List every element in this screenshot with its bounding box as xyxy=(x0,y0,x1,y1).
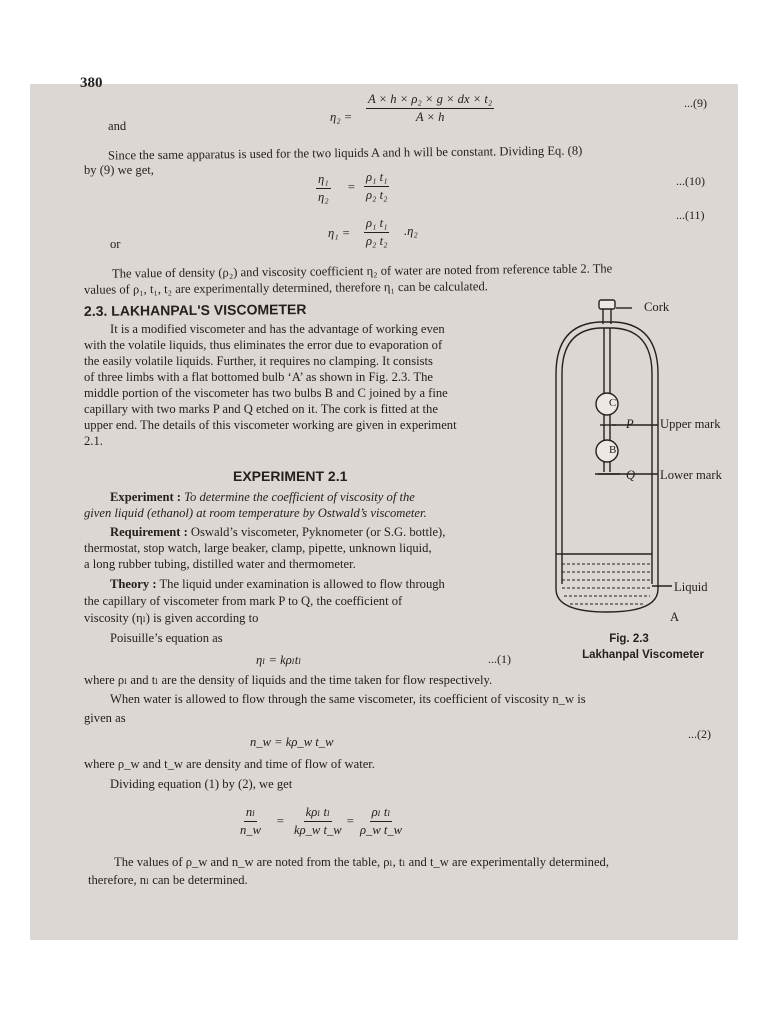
eq10-rhs-num: ρ₁ t₁ xyxy=(364,170,389,187)
label-bulb-a: A xyxy=(670,610,680,624)
eq3-rhs-num: ρₗ tₗ xyxy=(370,804,393,822)
top-arch-inner xyxy=(562,328,652,374)
textbook-page xyxy=(30,75,738,940)
and-word: and xyxy=(108,119,127,133)
experiment-text-1: To determine the coefficient of viscosity of the xyxy=(184,490,415,504)
section-line: of three limbs with a flat bottomed bulb ‘A’ as shown in Fig. 2.3. The xyxy=(84,370,433,384)
theory-line1 xyxy=(110,577,445,592)
eq3-mid-num: kρₗ tₗ xyxy=(304,804,332,822)
eq3-mid-fraction xyxy=(294,804,342,838)
eq3-rhs-den: ρ_w t_w xyxy=(360,823,403,837)
label-mark-q: Q xyxy=(626,468,636,482)
eq3-equals-1: = xyxy=(276,814,285,828)
top-arch-outer xyxy=(556,322,658,374)
eq11-rhs-num: ρ₁ t₁ xyxy=(364,216,389,233)
section-line: upper end. The details of this viscometer working are given in experiment xyxy=(84,418,457,432)
theory-label: Theory : xyxy=(110,577,157,591)
eq11-number: ...(11) xyxy=(676,208,705,222)
or-word: or xyxy=(110,237,121,251)
where1-line: where ρₗ and tₗ are the density of liquids and the time taken for flow respectively. xyxy=(84,673,493,687)
eq9-denominator: A × h xyxy=(415,110,445,124)
section-title: 2.3. LAKHANPAL'S VISCOMETER xyxy=(83,301,307,319)
bulb-a-outline xyxy=(556,589,658,612)
requirement-line3: a long rubber tubing, distilled water and thermometer. xyxy=(84,557,356,571)
viscometer-diagram xyxy=(540,294,730,624)
theory-line3: viscosity (ηₗ) is given according to xyxy=(84,611,259,625)
figure-caption-number: Fig. 2.3 xyxy=(609,633,649,645)
eq3-lhs-fraction xyxy=(240,804,261,838)
liquid-fill xyxy=(562,564,652,604)
eq10-lhs-den: η₂ xyxy=(318,190,329,204)
eq10-rhs-den: ρ₂ t₂ xyxy=(366,188,388,202)
eq10-number: ...(10) xyxy=(676,174,705,188)
water-line1: When water is allowed to flow through the same viscometer, its coefficient of viscosity n_w is xyxy=(110,692,586,706)
label-bulb-b: B xyxy=(609,444,617,456)
eq10-lhs-fraction xyxy=(316,172,331,205)
label-lower-mark: Lower mark xyxy=(660,468,722,482)
experiment-line2: given liquid (ethanol) at room temperature by Ostwald’s viscometer. xyxy=(84,506,427,520)
figure-caption-title: Lakhanpal Viscometer xyxy=(582,649,704,661)
final-line2: therefore, nₗ can be determined. xyxy=(88,873,248,887)
eq11-fraction xyxy=(364,216,389,249)
theory-text-1: The liquid under examination is allowed to flow through xyxy=(159,577,445,591)
para2-line2: values of ρ₁, t₁, t₂ are experimentally determined, therefore η₁ can be calculated. xyxy=(83,279,488,297)
requirement-label: Requirement : xyxy=(110,525,188,539)
eq10-rhs-fraction xyxy=(364,170,389,203)
eq3-lhs-den: n_w xyxy=(240,823,261,837)
eq3-rhs-fraction xyxy=(360,804,402,838)
experiment-line1 xyxy=(110,490,415,505)
experiment-title: EXPERIMENT 2.1 xyxy=(233,468,348,484)
eq9-number: ...(9) xyxy=(684,96,707,110)
label-bulb-c: C xyxy=(609,397,617,409)
final-line1: The values of ρ_w and n_w are noted from the table, ρₗ, tₗ and t_w are experimentally determined, xyxy=(114,855,609,869)
section-line: capillary with two marks P and Q etched on it. The cork is fitted at the xyxy=(84,402,438,416)
section-line: It is a modified viscometer and has the advantage of working even xyxy=(110,322,445,336)
label-upper-mark: Upper mark xyxy=(660,417,721,431)
label-cork: Cork xyxy=(644,300,670,314)
eq1-number: ...(1) xyxy=(488,652,511,666)
eq9-numerator: A × h × ρ₂ × g × dx × t₂ xyxy=(366,92,494,109)
eq9-lhs: η₂ = xyxy=(330,110,353,124)
para1-line1: Since the same apparatus is used for the two liquids A and h will be constant. Dividing Eq. (8) xyxy=(107,143,583,163)
eq11-rhs-den: ρ₂ t₂ xyxy=(366,234,388,248)
page-number: 380 xyxy=(80,75,103,91)
eq9-fraction xyxy=(366,92,494,125)
eq3-lhs-num: nₗ xyxy=(244,804,257,822)
requirement-text-1: Oswald’s viscometer, Pyknometer (or S.G. bottle), xyxy=(190,525,446,539)
para1-line2: by (9) we get, xyxy=(84,163,154,177)
eq11-tail: .η₂ xyxy=(404,224,418,238)
water-line2: given as xyxy=(84,711,126,725)
poiseuille-line: Poisuille’s equation as xyxy=(110,631,223,645)
eq2: n_w = kρ_w t_w xyxy=(250,735,334,749)
eq10-equals: = xyxy=(347,180,356,194)
where2-line: where ρ_w and t_w are density and time of flow of water. xyxy=(84,757,375,771)
section-line: middle portion of the viscometer has two bulbs B and C joined by a fine xyxy=(84,386,448,400)
requirement-line1 xyxy=(110,525,445,540)
label-mark-p: P xyxy=(626,417,634,431)
section-line: with the volatile liquids, thus eliminates the error due to evaporation of xyxy=(84,338,443,352)
eq3-mid-den: kρ_w t_w xyxy=(294,823,342,837)
experiment-label: Experiment : xyxy=(110,490,181,504)
section-line: the easily volatile liquids. Further, it requires no clamping. It consists xyxy=(84,354,433,368)
dividing-line: Dividing equation (1) by (2), we get xyxy=(110,777,293,791)
cork-shape xyxy=(599,300,615,309)
para2-line1: The value of density (ρ₂) and viscosity coefficient η₂ of water are noted from reference table 2. The xyxy=(111,261,613,281)
label-liquid: Liquid xyxy=(674,580,708,594)
section-line: 2.1. xyxy=(84,434,103,448)
eq2-number: ...(2) xyxy=(688,727,711,741)
eq3-equals-2: = xyxy=(346,814,355,828)
requirement-line2: thermostat, stop watch, large beaker, clamp, pipette, unknown liquid, xyxy=(84,541,432,555)
eq11-lhs: η₁ = xyxy=(328,226,351,240)
eq1: ηₗ = kρₗtₗ xyxy=(256,653,302,667)
theory-line2: the capillary of viscometer from mark P to Q, the coefficient of xyxy=(84,594,403,608)
eq10-lhs-num: η₁ xyxy=(316,172,331,189)
